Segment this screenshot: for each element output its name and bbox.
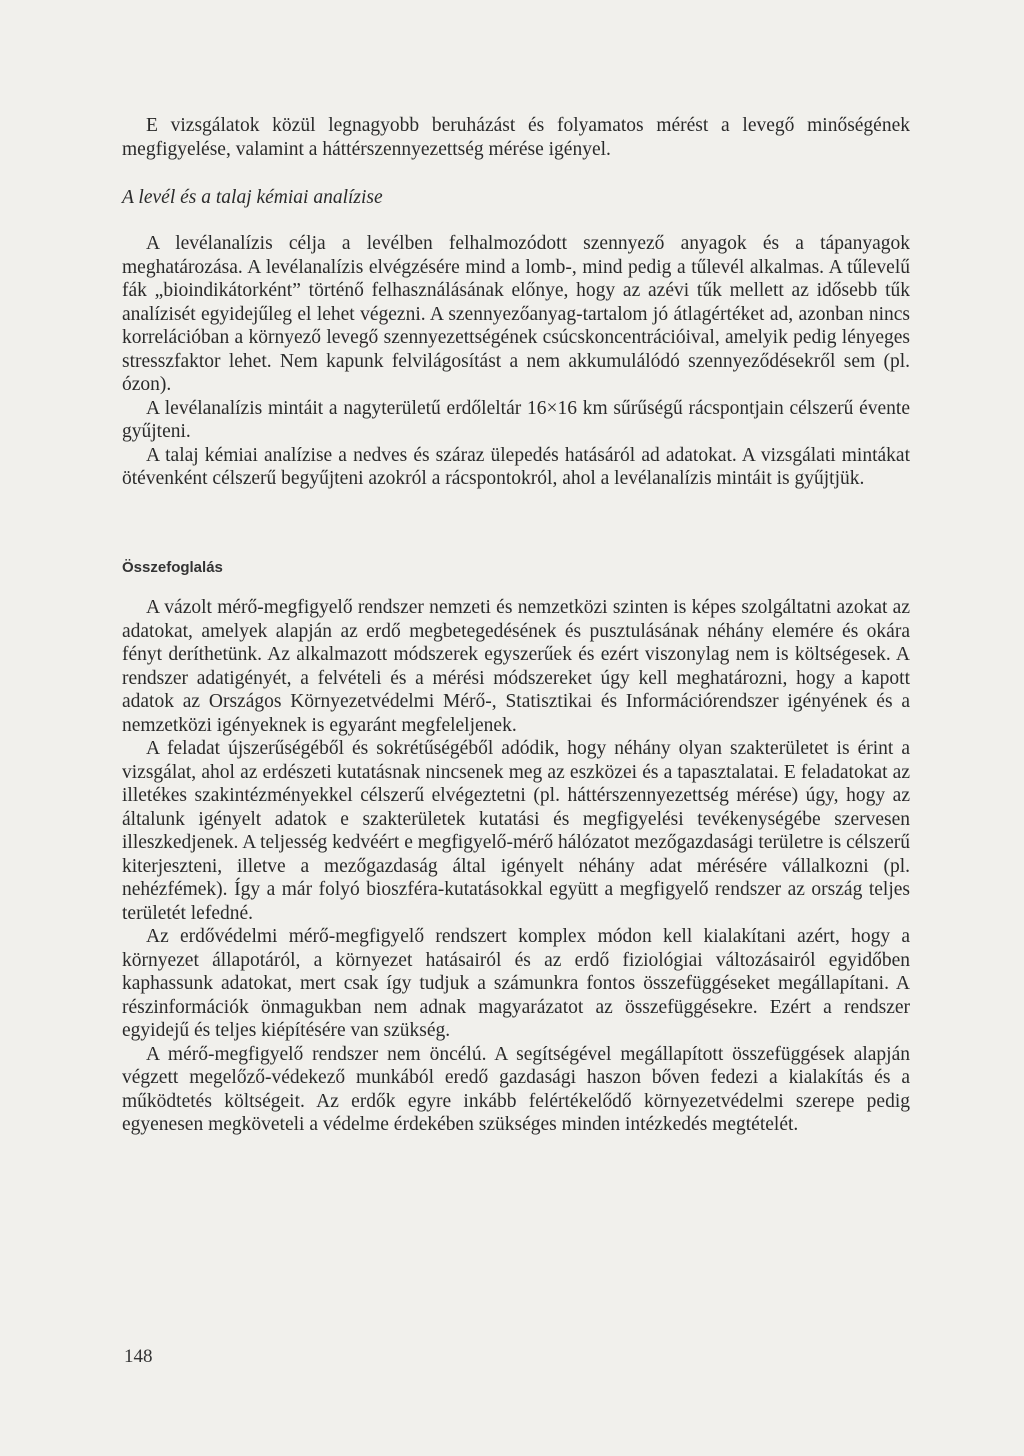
section-title: Összefoglalás	[122, 559, 223, 576]
analysis-paragraph-3: A talaj kémiai analízise a nedves és száraz ülepedés hatásáról ad adatokat. A vizsgálati mintákat ötévenként célszerű begyűjteni azokról a rácspontokról, ahol a levélanalízis mintáit is gyűjtjük.	[122, 444, 910, 489]
intro-block	[122, 114, 910, 161]
summary-heading-block	[122, 558, 910, 578]
analysis-heading-block	[122, 186, 910, 210]
summary-paragraph-4: A mérő-megfigyelő rendszer nem öncélú. A segítségével megállapított összefüggések alapján végzett megelőző-védekező munkából eredő gazdasági haszon bőven fedezi a kialakítás és a működtetés költségeit. Az erdők egyre inkább felértékelődő környezetvédelmi szerepe pedig egyenesen megköveteli a védelme érdekében szükséges minden intézkedés megtételét.	[122, 1043, 910, 1135]
summary-section	[122, 596, 910, 1137]
intro-paragraph: E vizsgálatok közül legnagyobb beruházást és folyamatos mérést a levegő minőségének megfigyelése, valamint a háttérszennyezettség mérése igényel.	[122, 115, 910, 160]
analysis-paragraph-1: A levélanalízis célja a levélben felhalmozódott szennyező anyagok és a tápanyagok meghatározása. A levélanalízis elvégzésére mind a lomb-, mind pedig a tűlevél alkalmas. A tűlevelű fák „bioindikátorként” történő felhasználásának előnye, hogy az azévi tűk mellett az idősebb tűk analízisét egyidejűleg el lehet végezni. A szennyezőanyag-tartalom jó átlagértéket ad, azonban nincs korrelációban a környező levegő szennyezettségének csúcskoncentrációival, amelyik pedig lényeges stresszfaktor lehet. Nem kapunk felvilágosítást a nem akkumulálódó szennyeződésekről sem (pl. ózon).	[122, 233, 910, 395]
summary-paragraph-2: A feladat újszerűségéből és sokrétűségéből adódik, hogy néhány olyan szakterületet is érint a vizsgálat, ahol az erdészeti kutatásnak nincsenek meg az eszközei és a tapasztalatai. E feladatokat az illetékes szakintézményekkel célszerű elvégeztetni (pl. háttérszennyezettség mérése) úgy, hogy az általunk igényelt adatok e szakterületek kutatási és megfigyelési tevékenységébe szervesen illeszkedjenek. A teljesség kedvéért e megfigyelő-mérő hálózatot mezőgazdasági területre is célszerű kiterjeszteni, illetve a mezőgazdaság által igényelt néhány adat mérésére vállalkozni (pl. nehézfémek). Így a már folyó bioszféra-kutatásokkal együtt a megfigyelő rendszer az ország teljes területét lefedné.	[122, 738, 910, 924]
analysis-section	[122, 232, 910, 491]
page-number: 148	[124, 1346, 153, 1367]
summary-paragraph-1: A vázolt mérő-megfigyelő rendszer nemzeti és nemzetközi szinten is képes szolgáltatni azokat az adatokat, amelyek alapján az erdő megbetegedésének és pusztulásának néhány elemére és okára fényt deríthetünk. Az alkalmazott módszerek egyszerűek és ezért viszonylag nem is költségesek. A rendszer adatigényét, a felvételi és a mérési módszereket úgy kell meghatározni, hogy a kapott adatok az Országos Környezetvédelmi Mérő-, Statisztikai és Információrendszer igényének és a nemzetközi igényeknek is egyaránt megfeleljenek.	[122, 597, 910, 736]
subheading: A levél és a talaj kémiai analízise	[122, 187, 383, 208]
analysis-paragraph-2: A levélanalízis mintáit a nagyterületű erdőleltár 16×16 km sűrűségű rácspontjain célszerű évente gyűjteni.	[122, 397, 910, 442]
summary-paragraph-3: Az erdővédelmi mérő-megfigyelő rendszert komplex módon kell kialakítani azért, hogy a környezet állapotáról, a környezet hatásairól és az erdő fiziológiai változásairól egyidőben kaphassunk adatokat, mert csak így tudjuk a számunkra fontos összefüggéseket megállapítani. A részinformációk önmagukban nem adnak magyarázatot az összefüggésekre. Ezért a rendszer egyidejű és teljes kiépítésére van szükség.	[122, 926, 910, 1041]
